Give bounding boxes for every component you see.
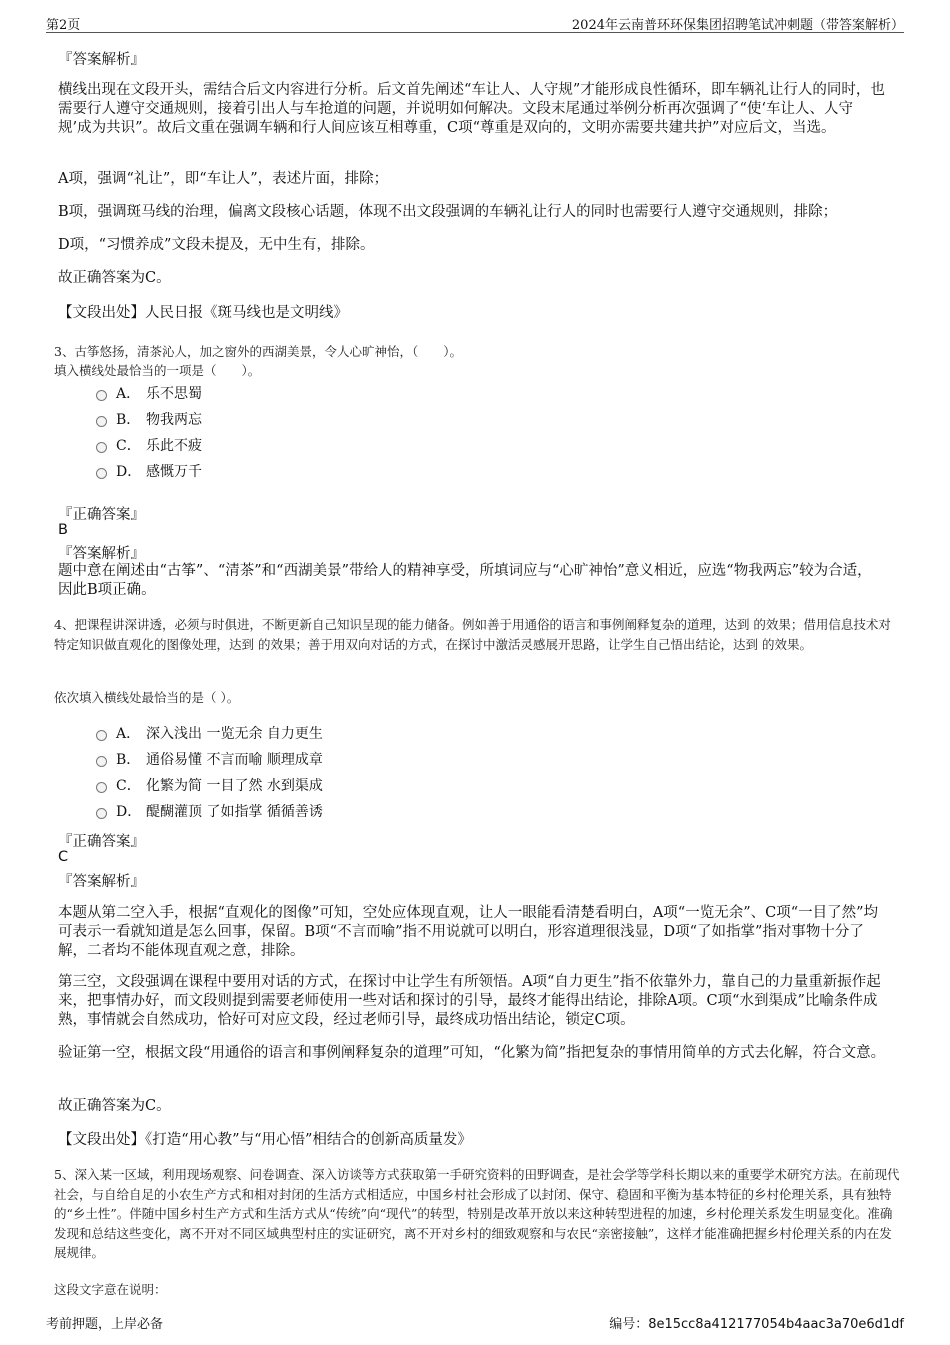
page-number: 第2页 (46, 18, 81, 33)
q4-option-a[interactable]: A． 深入浅出 一览无余 自力更生 (96, 724, 323, 744)
q3-option-c[interactable]: C． 乐此不疲 (96, 436, 202, 456)
question-4-prompt: 依次填入横线处最恰当的是（ ）。 (54, 690, 240, 705)
radio-icon[interactable] (96, 756, 107, 767)
question-4-analysis-2: 第三空，文段强调在课程中要用对话的方式，在探讨中让学生有所领悟。A项“自力更生”指不依靠外力，靠自己的力量重新振作起来，把事情办好，而文段则提到需要老师使用一些对话和探讨的引导，最终才能得出结论，排除A项。C项“水到渠成”比喻条件成熟，事情就会自然成功，恰好可对应文段，经过老师引导，最终成功悟出结论，锁定C项。 (58, 974, 881, 1028)
document-title: 2024年云南普环环保集团招聘笔试冲刺题（带答案解析） (571, 18, 904, 33)
analysis-option-b: B项，强调斑马线的治理，偏离文段核心话题，体现不出文段强调的车辆礼让行人的同时也需要行人遵守交通规则，排除； (58, 204, 838, 220)
analysis-text: 横线出现在文段开头，需结合后文内容进行分析。后文首先阐述“车让人、人守规”才能形成良性循环，即车辆礼让行人的同时，也需要行人遵守交通规则，接着引出人与车抢道的问题，并说明如何解决。文段末尾通过举例分析再次强调了“使‘车让人、人守规’成为共识”。故后文重在强调车辆和行人间应该互相尊重，C项“尊重是双向的，文明亦需要共建共护”对应后文，当选。 (58, 82, 885, 136)
question-3-analysis: 题中意在阐述由“古筝”、“清茶”和“西湖美景”带给人的精神享受，所填词应与“心旷神怡”意义相近，应选“物我两忘”较为合适，因此B项正确。 (58, 563, 872, 598)
analysis-conclusion: 故正确答案为C。 (58, 270, 171, 286)
analysis-option-d: D项，“习惯养成”文段未提及，无中生有，排除。 (58, 237, 375, 253)
question-4-stem: 4、把课程讲深讲透，必须与时俱进，不断更新自己知识呈现的能力储备。例如善于用通俗的语言和事例阐释复杂的道理，达到 的效果；借用信息技术对特定知识做直观化的图像处理，达到 的效果；善于用双向对话的方式，在探讨中激活灵感展开思路，让学生自己悟出结论，达到 的效果。 (54, 617, 891, 652)
correct-answer: B (58, 522, 68, 538)
page-header (46, 14, 904, 33)
question-4-conclusion: 故正确答案为C。 (58, 1098, 171, 1114)
analysis-label: 『答案解析』 (58, 874, 145, 890)
radio-icon[interactable] (96, 442, 107, 453)
question-4-analysis-1: 本题从第二空入手，根据“直观化的图像”可知，空处应体现直观，让人一眼能看清楚看明白，A项“一览无余”、C项“一目了然”均可表示一看就知道是怎么回事，保留。B项“不言而喻”指不用说就可以明白，形容道理很浅显，D项“了如指掌”指对事物十分了解，二者均不能体现直观之意，排除。 (58, 905, 879, 959)
analysis-label: 『答案解析』 (58, 52, 145, 68)
radio-icon[interactable] (96, 730, 107, 741)
q4-option-d[interactable]: D． 醍醐灌顶 了如指掌 循循善诱 (96, 802, 323, 822)
question-5-stem: 5、深入某一区域，利用现场观察、问卷调查、深入访谈等方式获取第一手研究资料的田野调查，是社会学等学科长期以来的重要学术研究方法。在前现代社会，与自给自足的小农生产方式和相对封闭的生活方式相适应，中国乡村社会形成了以封闭、保守、稳固和平衡为基本特征的乡村伦理关系，具有独特的“乡土性”。伴随中国乡村生产方式和生活方式从“传统”向“现代”的转型，特别是改革开放以来这种转型进程的加速，乡村伦理关系发生明显变化。准确发现和总结这些变化，离不开对不同区域典型村庄的实证研究，离不开对乡村的细致观察和与农民“亲密接触”，这样才能准确把握乡村伦理关系的内在发展规律。 (54, 1167, 900, 1260)
q4-option-b[interactable]: B． 通俗易懂 不言而喻 顺理成章 (96, 750, 323, 770)
question-4-analysis-3: 验证第一空，根据文段“用通俗的语言和事例阐释复杂的道理”可知，“化繁为简”指把复杂的事情用简单的方式去化解，符合文意。 (58, 1045, 886, 1061)
radio-icon[interactable] (96, 808, 107, 819)
question-3-stem: 3、古筝悠扬，清茶沁人，加之窗外的西湖美景，令人心旷神怡，（ ）。 (54, 344, 462, 359)
footer-code: 编号：8e15cc8a412177054b4aac3a70e6d1df (609, 1317, 904, 1332)
question-5-prompt: 这段文字意在说明： (54, 1282, 167, 1297)
radio-icon[interactable] (96, 390, 107, 401)
radio-icon[interactable] (96, 468, 107, 479)
q3-option-d[interactable]: D． 感慨万千 (96, 462, 202, 482)
correct-answer: C (58, 849, 69, 865)
analysis-label: 『答案解析』 (58, 546, 145, 562)
source-citation: 【文段出处】人民日报《斑马线也是文明线》 (58, 305, 348, 321)
source-citation: 【文段出处】《打造“用心教”与“用心悟”相结合的创新高质量发》 (58, 1132, 472, 1148)
q3-option-b[interactable]: B． 物我两忘 (96, 410, 202, 430)
correct-answer-label: 『正确答案』 (58, 834, 145, 850)
correct-answer-label: 『正确答案』 (58, 507, 145, 523)
q4-option-c[interactable]: C． 化繁为简 一目了然 水到渠成 (96, 776, 323, 796)
analysis-option-a: A项，强调“礼让”，即“车让人”，表述片面，排除； (58, 171, 389, 187)
question-3-prompt: 填入横线处最恰当的一项是（ ）。 (54, 363, 261, 378)
radio-icon[interactable] (96, 782, 107, 793)
q3-option-a[interactable]: A． 乐不思蜀 (96, 384, 202, 404)
footer-slogan: 考前押题，上岸必备 (46, 1317, 164, 1332)
radio-icon[interactable] (96, 416, 107, 427)
